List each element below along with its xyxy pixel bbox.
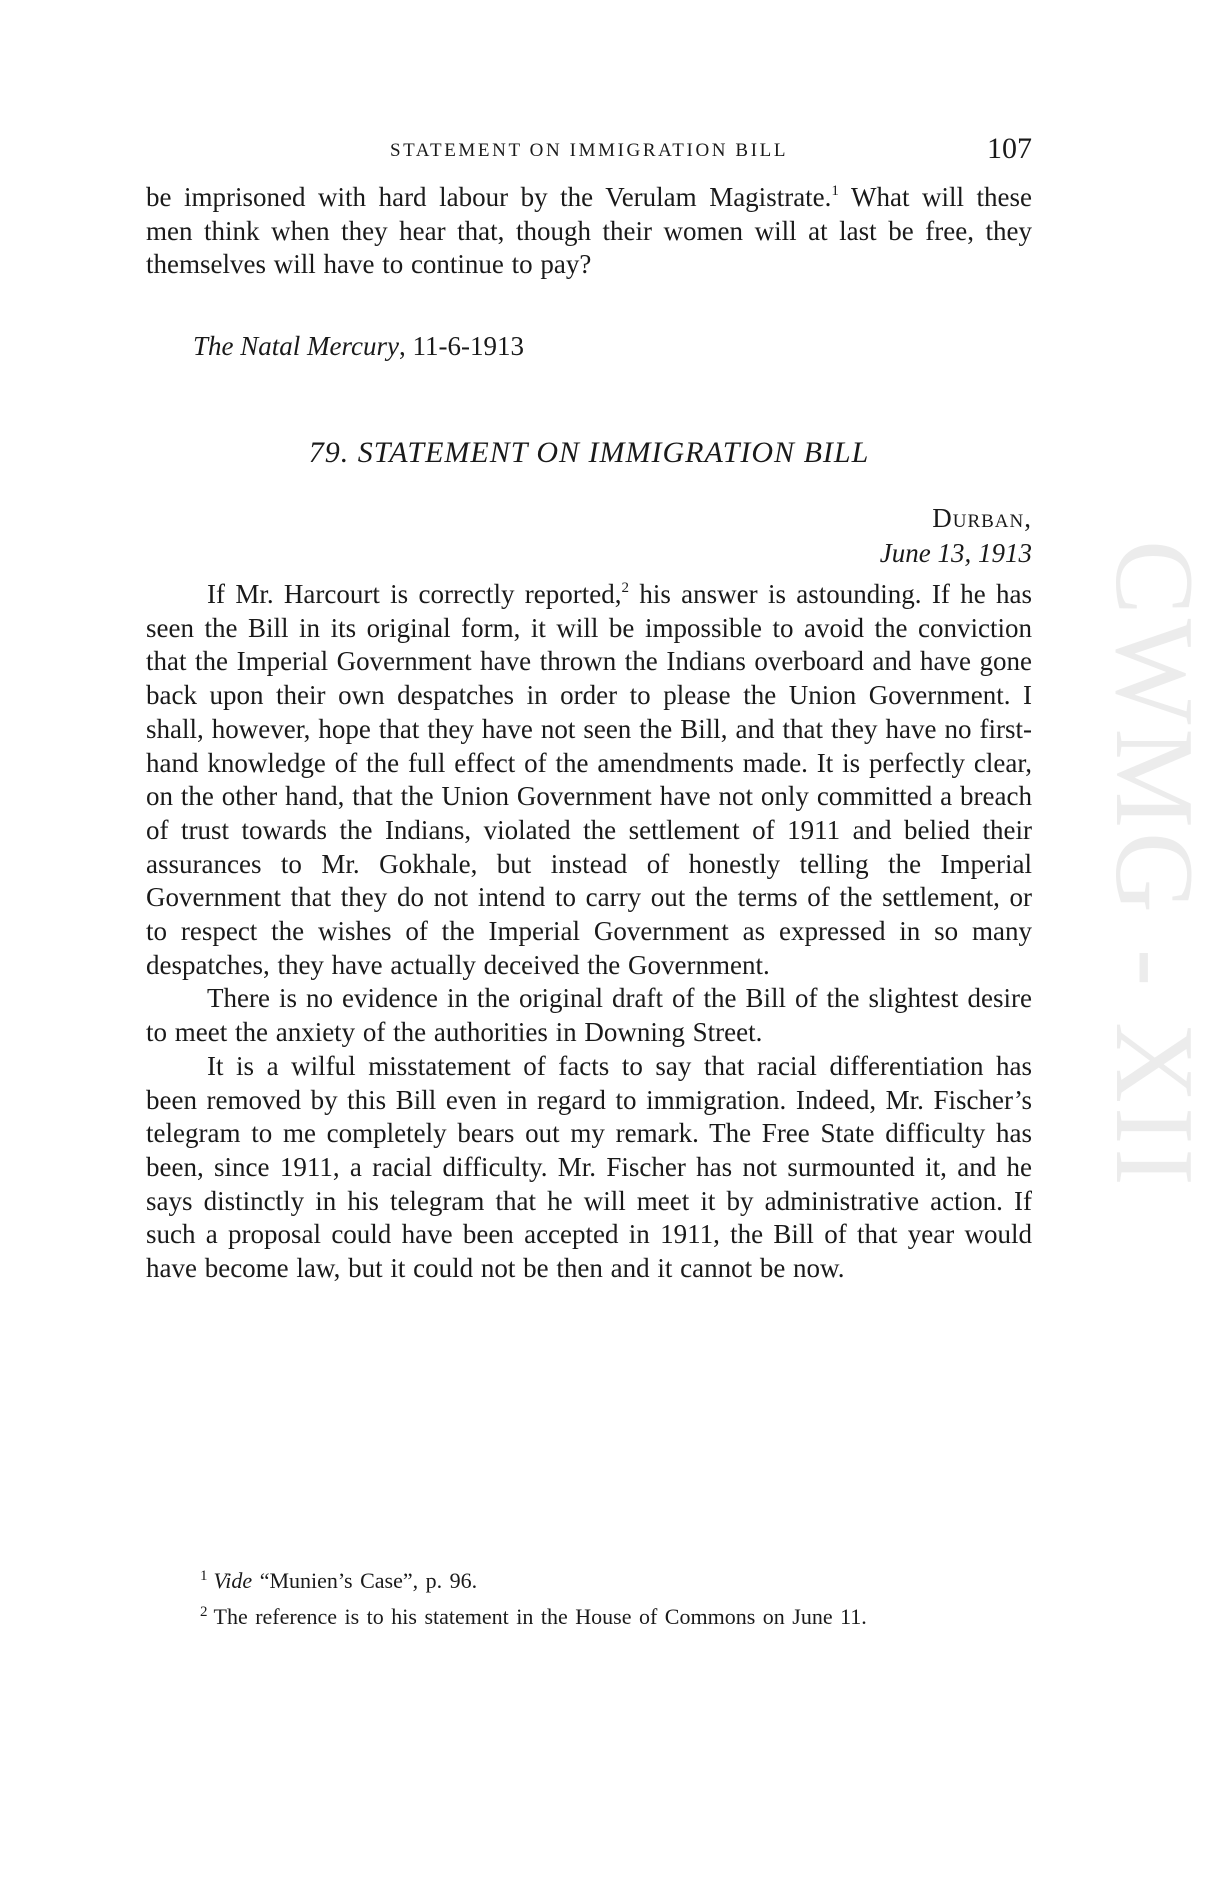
footnotes (200, 1563, 1040, 1635)
footnote-ref: 2 (621, 580, 629, 596)
dateline-place (932, 503, 1032, 534)
paragraph-text: What will these men think when they hear that, though their women will at last be free, they themselves will have to continue to pay? (146, 182, 1032, 280)
footnote-italic: Vide (213, 1568, 253, 1593)
paragraph: It is a wilful misstatement of facts to say that racial differentiation has been removed by this Bill even in regard to immigration. Indeed, Mr. Fischer’s telegram to me completely bears out my remark. The Free State difficulty has been, since 1911, a racial difficulty. Mr. Fischer has not surmounted it, and he says distinctly in his telegram that he will meet it by administrative action. If such a proposal could have been accepted in 1911, the Bill of that year would have become law, but it could not be then and it cannot be now. (146, 1050, 1032, 1284)
paragraph: There is no evidence in the original draft of the Bill of the slightest desire to meet the anxiety of the authorities in Downing Street. (146, 983, 1032, 1048)
running-head (146, 132, 1032, 172)
running-head-title: STATEMENT ON IMMIGRATION BILL (389, 140, 789, 161)
page-number: 107 (987, 132, 1032, 165)
footnote-marker: 2 (200, 1604, 208, 1620)
dateline-date: June 13, 1913 (879, 538, 1032, 568)
footnote (200, 1563, 1040, 1599)
watermark: CWMG - XII (1092, 540, 1216, 1190)
source-date: , 11-6-1913 (398, 331, 524, 361)
source-publication: The Natal Mercury (193, 331, 399, 361)
paragraph-text: be imprisoned with hard labour by the Verulam Magistrate. (146, 182, 832, 212)
paragraph (146, 578, 1032, 982)
continued-paragraph (146, 181, 1032, 282)
paragraph (146, 181, 1032, 282)
document-title: 79. STATEMENT ON IMMIGRATION BILL (308, 436, 870, 469)
main-body (146, 578, 1032, 1286)
footnote-text: The reference is to his statement in the House of Commons on June 11. (213, 1604, 867, 1629)
place: Durban, (932, 503, 1032, 533)
footnote-text: “Munien’s Case”, p. 96. (252, 1568, 478, 1593)
footnote (200, 1599, 1040, 1635)
paragraph-text: If Mr. Harcourt is correctly reported, (207, 579, 622, 609)
source-citation (193, 330, 524, 363)
footnote-marker: 1 (200, 1568, 208, 1584)
footnote-ref: 1 (831, 183, 839, 199)
paragraph-text: his answer is astounding. If he has seen the Bill in its original form, it will be impossible to avoid the conviction that the Imperial Government have thrown the Indians overboard and have gone back upon their own despatches in order to please the Union Government. I shall, however, hope that they have not seen the Bill, and that they have no first-hand knowledge of the full effect of the amendments made. It is perfectly clear, on the other hand, that the Union Government have not only committed a breach of trust towards the Indians, violated the settlement of 1911 and belied their assurances to Mr. Gokhale, but instead of honestly telling the Imperial Government that they do not intend to carry out the terms of the settlement, or to respect the wishes of the Imperial Government as expressed in so many despatches, they have actually deceived the Government. (146, 579, 1032, 980)
